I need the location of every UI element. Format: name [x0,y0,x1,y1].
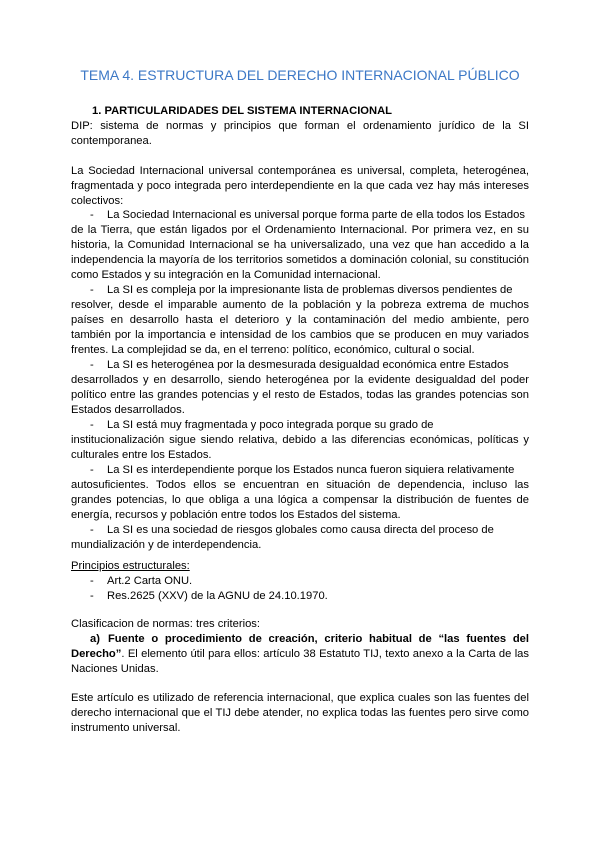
list-item: - La Sociedad Internacional es universal porque forma parte de ella todos los Estados de la Tierra, que están ligados por el Ordenamiento Internacional. Por primera vez, en su historia, la Comunidad Internacional se ha universalizado, una vez que han accedido a la independencia la mayoría de los territorios sometidos a dominación colonial, su constitución como Estados y su integración en la Comunidad internacional. [71,209,529,281]
list-item: - La SI es una sociedad de riesgos globales como causa directa del proceso de mundialización y de interdependencia. [71,524,494,551]
list-item: - La SI es interdependiente porque los Estados nunca fueron siquiera relativamente autosuficientes. Todos ellos se encuentran en situación de dependencia, incluso las grandes potencias, lo que obliga a una lógica a compensar la distribución de fuentes de energía, recursos y población entre todos los Estados del sistema. [71,464,529,521]
intro-paragraph: La Sociedad Internacional universal contemporánea es universal, completa, heterogénea, fragmentada y poco integrada pero interdependiente en la que cada vez hay más intereses colectivos: [71,165,529,207]
classification-item-a: a) Fuente o procedimiento de creación, criterio habitual de “las fuentes del Derecho”. El elemento útil para ellos: artículo 38 Estatuto TIJ, texto anexo a la Carta de las Naciones Unidas. [71,633,529,675]
principles-list [90,574,490,604]
list-item: - La SI es heterogénea por la desmesurada desigualdad económica entre Estados desarrollados y en desarrollo, siendo heterogénea por la evidente desigualdad del poder político entre las grandes potencias y el resto de Estados, todas las grandes potencias son Estados desarrollados. [71,359,529,416]
principles-heading: Principios estructurales: [71,560,190,572]
definition-paragraph: DIP: sistema de normas y principios que forman el ordenamiento jurídico de la SI contemporanea. [71,120,529,147]
closing-paragraph: Este artículo es utilizado de referencia internacional, que explica cuales son las fuentes del derecho internacional que el TIJ debe atender, no explica todas las fuentes pero sirve como instrumento universal. [71,692,529,734]
list-item: - Res.2625 (XXV) de la AGNU de 24.10.1970. [90,590,328,602]
page-title: TEMA 4. ESTRUCTURA DEL DERECHO INTERNACIONAL PÚBLICO [80,67,520,83]
list-item: - La SI está muy fragmentada y poco integrada porque su grado de institucionalización sigue siendo relativa, debido a las diferencias económicas, políticas y culturales entre los Estados. [71,419,529,461]
classification-intro: Clasificacion de normas: tres criterios: [71,618,261,630]
list-item: - La SI es compleja por la impresionante lista de problemas diversos pendientes de resolver, desde el imparable aumento de la población y la pobreza extrema de muchos países en desarrollo hasta el deterioro y la contaminación del medio ambiente, pero también por la importancia e intensidad de los cambios que se producen en muy variados frentes. La complejidad se da, en el terreno: político, económico, cultural o social. [71,284,529,356]
bullet-list [71,208,529,553]
section-heading: 1. PARTICULARIDADES DEL SISTEMA INTERNACIONAL [92,105,393,117]
list-item: - Art.2 Carta ONU. [90,575,193,587]
